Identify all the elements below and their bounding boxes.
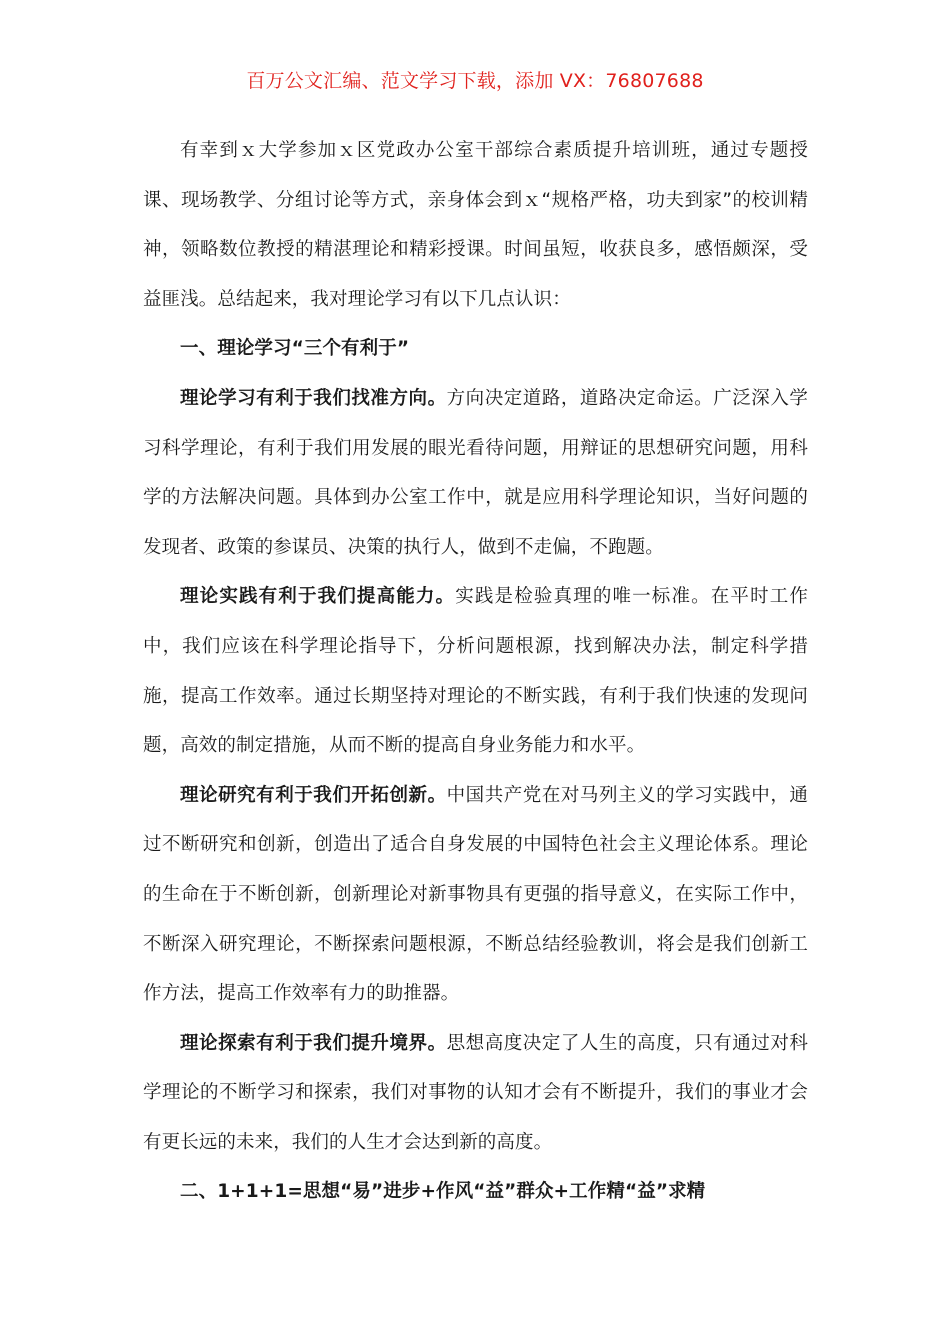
section-1-item-1 <box>143 374 808 572</box>
section-2-heading: 二、1+1+1=思想“易”进步+作风“益”群众+工作精“益”求精 <box>180 1181 706 1203</box>
section-1-item-3 <box>143 771 808 1019</box>
watermark-header: 百万公文汇编、范文学习下载，添加 VX：76807688 <box>246 70 704 92</box>
item-lead: 理论学习有利于我们找准方向。 <box>180 387 447 409</box>
item-text: 中国共产党在对马列主义的学习实践中，通过不断研究和创新，创造出了适合自身发展的中国特色社会主义理论体系。理论的生命在于不断创新，创新理论对新事物具有更强的指导意义，在实际工作中，不断深入研究理论，不断探索问题根源，不断总结经验教训，将会是我们创新工作方法，提高工作效率有力的助推器。 <box>143 784 808 1005</box>
document-body <box>143 126 808 1217</box>
item-text: 实践是检验真理的唯一标准。在平时工作中，我们应该在科学理论指导下，分析问题根源，找到解决办法，制定科学措施，提高工作效率。通过长期坚持对理论的不断实践，有利于我们快速的发现问题，高效的制定措施，从而不断的提高自身业务能力和水平。 <box>143 586 808 757</box>
item-lead: 理论实践有利于我们提高能力。 <box>180 586 456 608</box>
item-lead: 理论探索有利于我们提升境界。 <box>180 1032 447 1054</box>
intro-paragraph: 有幸到ｘ大学参加ｘ区党政办公室干部综合素质提升培训班，通过专题授课、现场教学、分组讨论等方式，亲身体会到ｘ“规格严格，功夫到家”的校训精神，领略数位教授的精湛理论和精彩授课。时间虽短，收获良多，感悟颇深，受益匪浅。总结起来，我对理论学习有以下几点认识： <box>143 140 808 310</box>
section-1-heading: 一、理论学习“三个有利于” <box>180 338 410 360</box>
item-text: 方向决定道路，道路决定命运。广泛深入学习科学理论，有利于我们用发展的眼光看待问题，用辩证的思想研究问题，用科学的方法解决问题。具体到办公室工作中，就是应用科学理论知识，当好问题的发现者、政策的参谋员、决策的执行人，做到不走偏，不跑题。 <box>143 387 808 558</box>
section-1-item-2 <box>143 572 808 770</box>
item-lead: 理论研究有利于我们开拓创新。 <box>180 784 447 806</box>
section-1-item-4 <box>143 1019 808 1168</box>
item-text: 思想高度决定了人生的高度，只有通过对科学理论的不断学习和探索，我们对事物的认知才会有不断提升，我们的事业才会有更长远的未来，我们的人生才会达到新的高度。 <box>143 1032 808 1153</box>
